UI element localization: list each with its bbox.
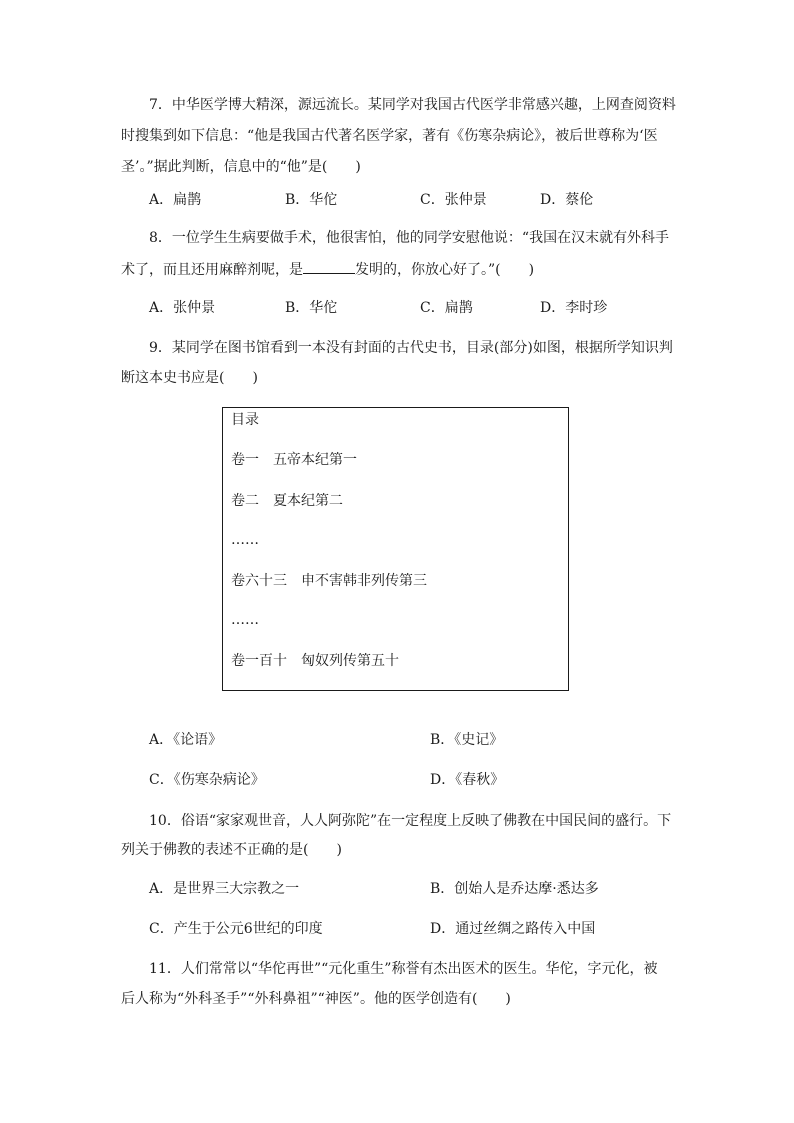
- toc-entry: 卷一 五帝本纪第一: [231, 452, 357, 468]
- question-10-line-1: 10．俗语“家家观世音，人人阿弥陀”在一定程度上反映了佛教在中国民间的盛行。下: [149, 813, 672, 829]
- question-8-option-c[interactable]: C．扁鹊: [420, 300, 473, 316]
- question-10-option-a[interactable]: A．是世界三大宗教之一: [149, 881, 300, 897]
- question-7-line-1: 7．中华医学博大精深，源远流长。某同学对我国古代医学非常感兴趣，上网查阅资料: [149, 97, 676, 113]
- toc-entry: 卷二 夏本纪第二: [231, 493, 343, 509]
- question-11-line-2: 后人称为“外科圣手”“外科鼻祖”“神医”。他的医学创造有( ): [121, 991, 511, 1007]
- question-8-line-2-before: 术了，而且还用麻醉剂呢，是: [121, 262, 303, 278]
- toc-ellipsis: ……: [231, 612, 259, 628]
- question-7-line-2: 时搜集到如下信息：“他是我国古代著名医学家，著有《伤寒杂病论》，被后世尊称为‘医: [121, 128, 658, 144]
- toc-entry: 卷一百十 匈奴列传第五十: [231, 653, 399, 669]
- question-8-option-d[interactable]: D．李时珍: [540, 300, 608, 316]
- question-9-option-c[interactable]: C．《伤寒杂病论》: [149, 772, 265, 788]
- question-10-option-d[interactable]: D．通过丝绸之路传入中国: [430, 921, 596, 937]
- toc-entry: 卷六十三 申不害韩非列传第三: [231, 573, 427, 589]
- question-9-option-b[interactable]: B．《史记》: [430, 732, 504, 748]
- toc-ellipsis: ……: [231, 532, 259, 548]
- question-9-option-a[interactable]: A．《论语》: [149, 732, 223, 748]
- question-7-option-a[interactable]: A．扁鹊: [149, 192, 202, 208]
- question-7-line-3: 圣’。”据此判断，信息中的“他”是( ): [121, 159, 361, 175]
- question-8-option-a[interactable]: A．张仲景: [149, 300, 216, 316]
- question-11-line-1: 11．人们常常以“华佗再世”“元化重生”称誉有杰出医术的医生。华佗，字元化，被: [149, 961, 658, 977]
- question-7-option-d[interactable]: D．蔡伦: [540, 192, 594, 208]
- question-9-line-1: 9．某同学在图书馆看到一本没有封面的古代史书，目录(部分)如图，根据所学知识判: [149, 340, 673, 356]
- question-10-line-2: 列关于佛教的表述不正确的是( ): [121, 842, 342, 858]
- question-7-option-b[interactable]: B．华佗: [285, 192, 338, 208]
- question-8-line-2: [121, 259, 534, 280]
- question-8-option-b[interactable]: B．华佗: [285, 300, 338, 316]
- question-10-option-c[interactable]: C．产生于公元6世纪的印度: [149, 921, 323, 937]
- answer-blank: [303, 259, 355, 274]
- table-of-contents-box: [222, 407, 569, 691]
- question-10-option-b[interactable]: B．创始人是乔达摩·悉达多: [430, 881, 599, 897]
- question-9-option-d[interactable]: D．《春秋》: [430, 772, 505, 788]
- question-9-line-2: 断这本史书应是( ): [121, 370, 258, 386]
- question-8-line-1: 8．一位学生生病要做手术，他很害怕，他的同学安慰他说：“我国在汉末就有外科手: [149, 230, 670, 246]
- question-7-option-c[interactable]: C．张仲景: [420, 192, 487, 208]
- question-8-line-2-after: 发明的，你放心好了。”( ): [355, 262, 535, 278]
- toc-title: 目录: [231, 412, 259, 428]
